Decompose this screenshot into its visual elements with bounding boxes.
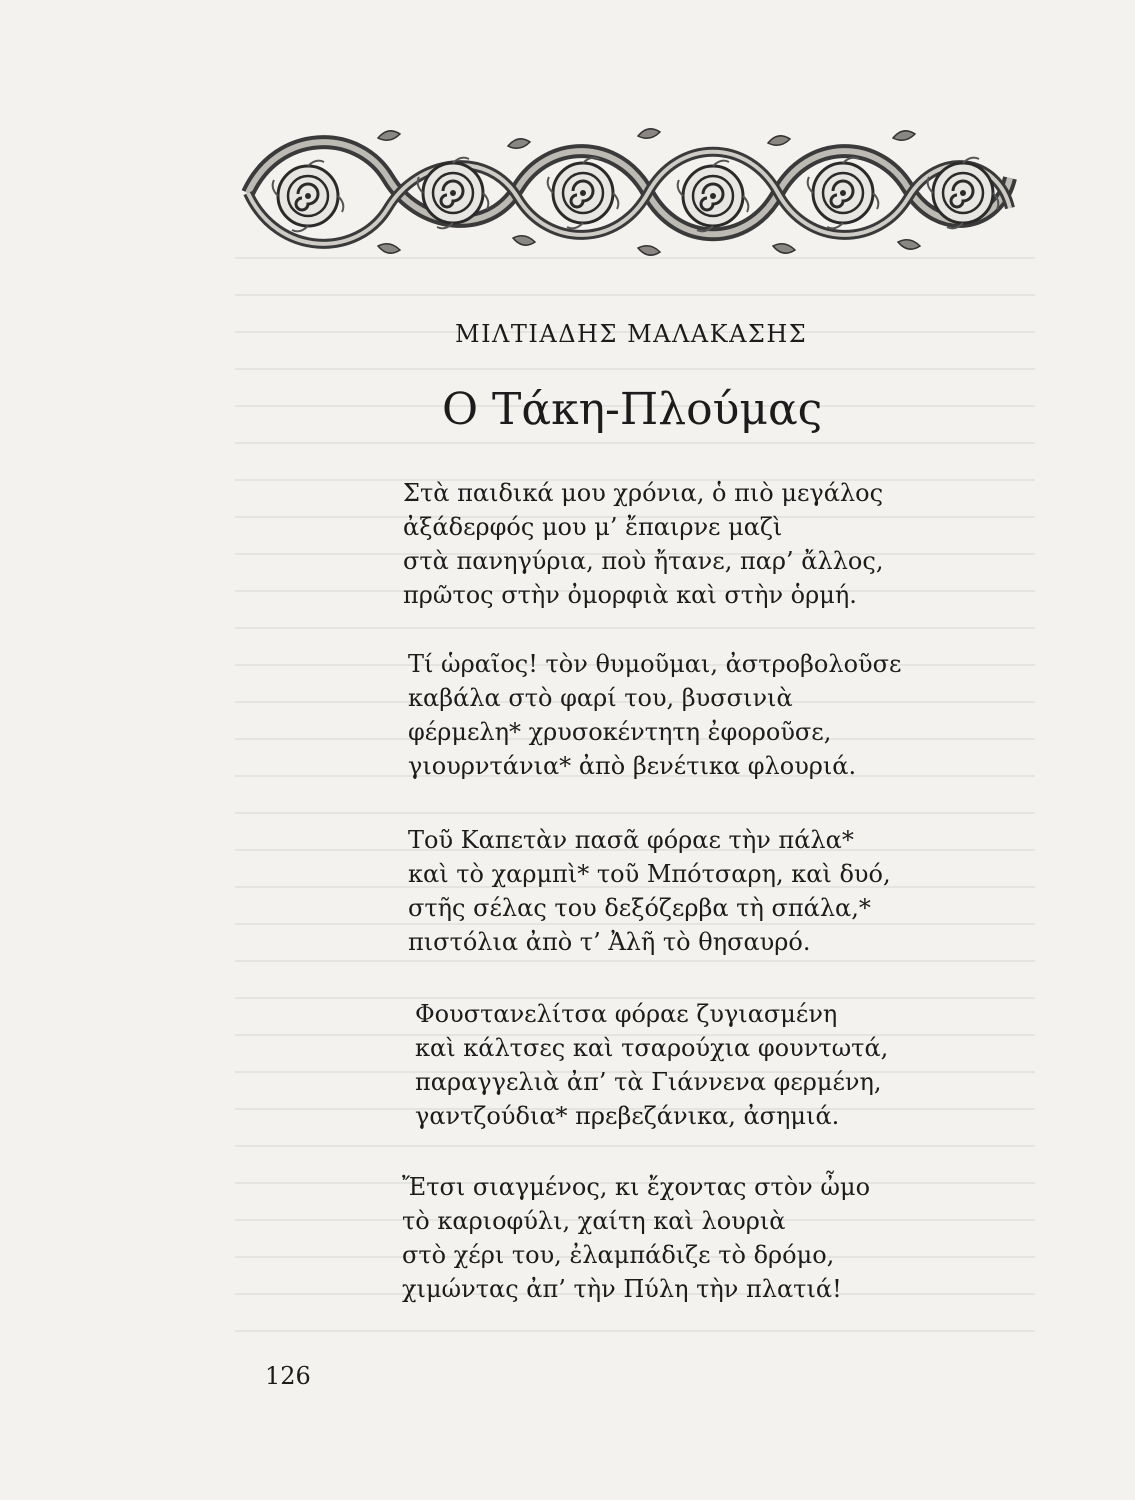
poem-line: στῆς σέλας του δεξόζερβα τὴ σπάλα,* xyxy=(408,894,871,922)
poem-line: ἀξάδερφός μου μ’ ἔπαιρνε μαζὶ xyxy=(403,513,783,541)
poem-line: φέρμελη* χρυσοκέντητη ἐφοροῦσε, xyxy=(408,718,832,746)
poem-line: Τί ὡραῖος! τὸν θυμοῦμαι, ἀστροβολοῦσε xyxy=(408,650,902,678)
poem-line: Τοῦ Καπετὰν πασᾶ φόραε τὴν πάλα* xyxy=(408,826,854,854)
decorative-header-ornament xyxy=(238,118,1020,268)
stanza-2 xyxy=(408,647,901,783)
poem-line: καβάλα στὸ φαρί του, βυσσινιὰ xyxy=(408,684,793,712)
poem-line: παραγγελιὰ ἀπ’ τὰ Γιάννενα φερμένη, xyxy=(415,1068,882,1096)
page-number: 126 xyxy=(265,1362,311,1390)
poem-line: πιστόλια ἀπὸ τ’ Ἀλῆ τὸ θησαυρό. xyxy=(408,928,811,956)
poem-line: τὸ καριοφύλι, χαίτη καὶ λουριὰ xyxy=(402,1207,786,1235)
poem-title: Ο Τάκη-Πλούμας xyxy=(442,384,823,435)
poem-line: Στὰ παιδικά μου χρόνια, ὁ πιὸ μεγάλος xyxy=(403,479,884,507)
stanza-3 xyxy=(408,823,891,959)
poem-line: στὰ πανηγύρια, ποὺ ἤτανε, παρ’ ἄλλος, xyxy=(403,547,884,575)
poem-line: στὸ χέρι του, ἐλαμπάδιζε τὸ δρόμο, xyxy=(402,1241,835,1269)
poem-line: γαντζούδια* πρεβεζάνικα, ἀσημιά. xyxy=(415,1102,840,1130)
poem-line: γιουρντάνια* ἀπὸ βενέτικα φλουριά. xyxy=(408,752,857,780)
poem-line: Ἔτσι σιαγμένος, κι ἔχοντας στὸν ὦμο xyxy=(402,1173,871,1201)
stanza-4 xyxy=(415,997,888,1133)
poem-line: πρῶτος στὴν ὀμορφιὰ καὶ στὴν ὁρμή. xyxy=(403,581,857,609)
stanza-5 xyxy=(402,1170,870,1306)
poem-line: Φουστανελίτσα φόραε ζυγιασμένη xyxy=(415,1000,838,1028)
poem-line: καὶ κάλτσες καὶ τσαρούχια φουντωτά, xyxy=(415,1034,889,1062)
poem-line: χιμώντας ἀπ’ τὴν Πύλη τὴν πλατιά! xyxy=(402,1275,842,1303)
poem-line: καὶ τὸ χαρμπὶ* τοῦ Μπότσαρη, καὶ δυό, xyxy=(408,860,891,888)
author-name: ΜΙΛΤΙΑΔΗΣ ΜΑΛΑΚΑΣΗΣ xyxy=(455,320,808,348)
stanza-1 xyxy=(403,476,883,612)
